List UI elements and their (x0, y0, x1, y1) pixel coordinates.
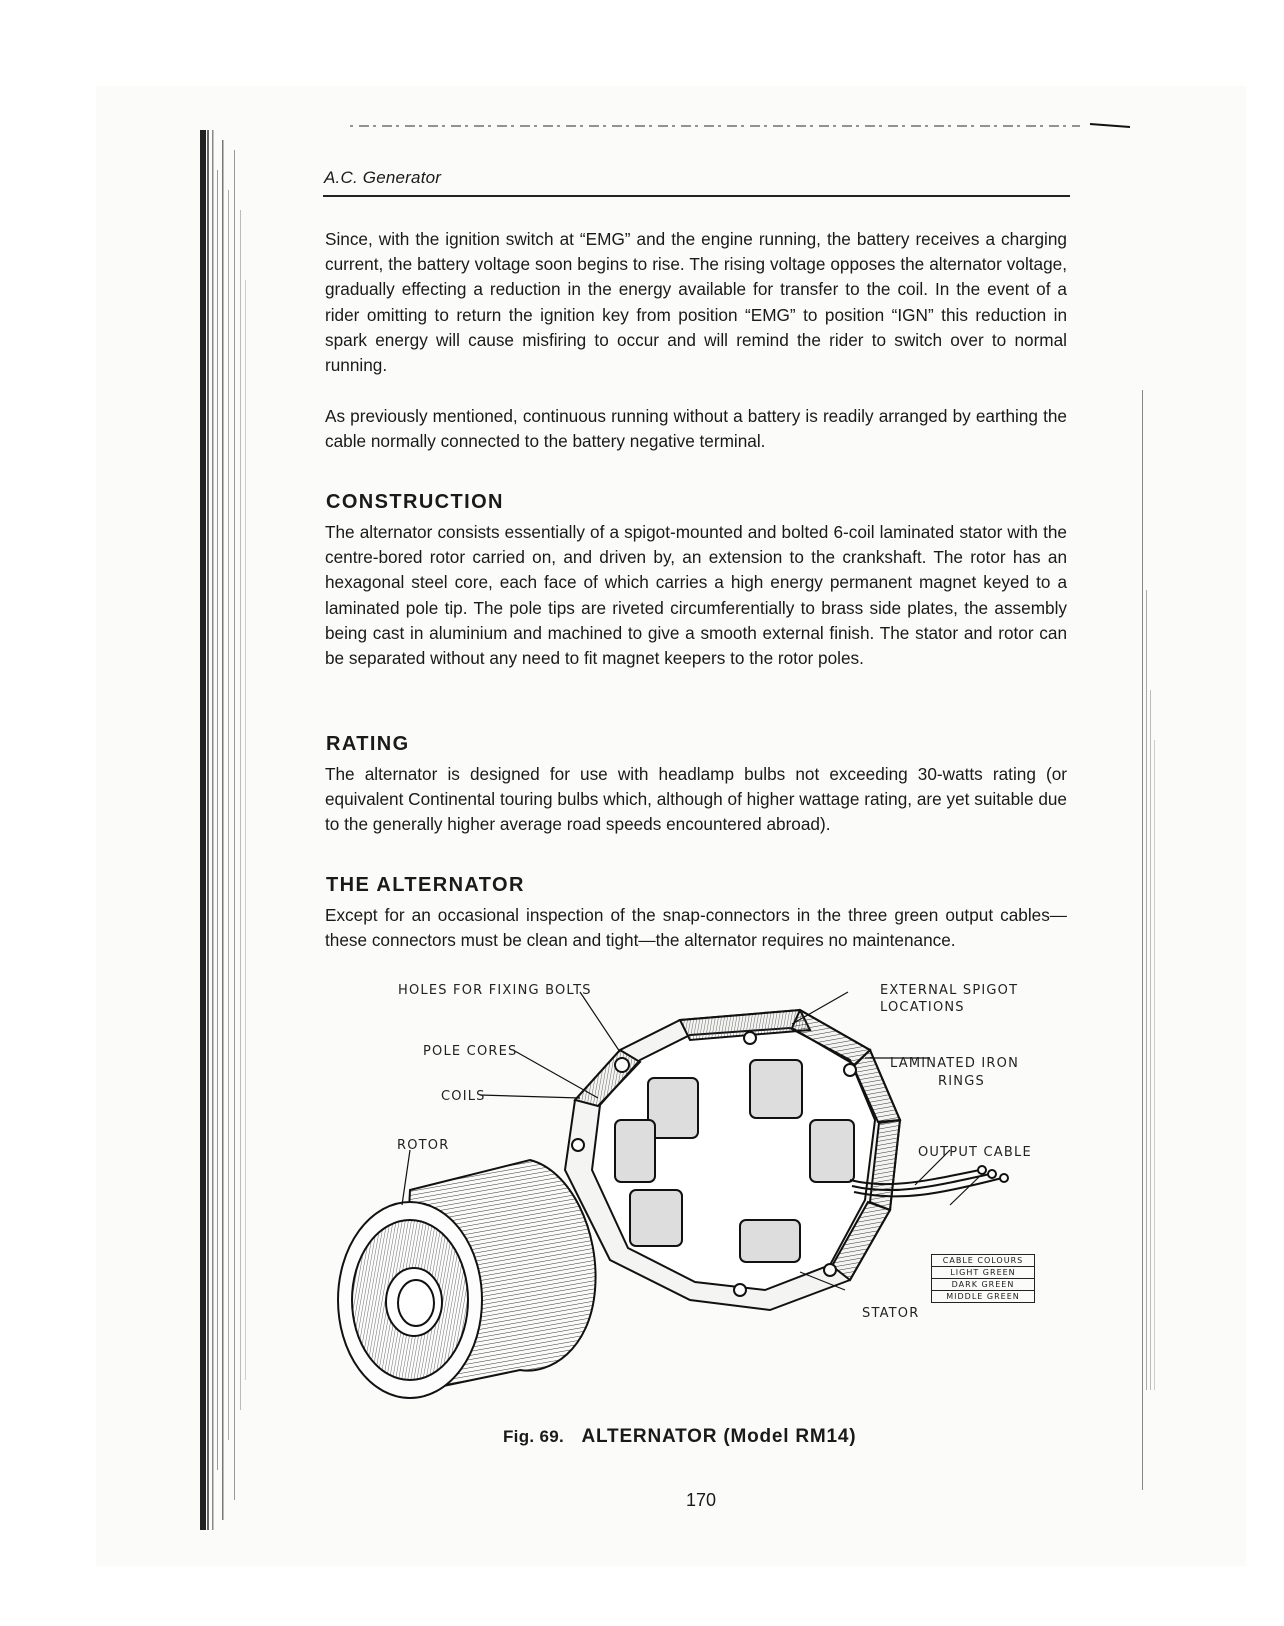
cable-table-title: CABLE COLOURS (932, 1255, 1035, 1267)
running-head: A.C. Generator (324, 168, 442, 187)
label-rotor: ROTOR (397, 1138, 450, 1153)
figure-title: ALTERNATOR (Model RM14) (581, 1426, 857, 1447)
cable-colours-table (931, 1254, 1035, 1303)
header-rule (323, 195, 1070, 197)
paragraph-emg: Since, with the ignition switch at “EMG” and the engine running, the battery receives a charging current, the battery voltage soon begins to rise. The rising voltage opposes the alternator voltage, gradually effecting a reduction in the energy available for transfer to the coil. In the event of a rider omitting to return the ignition key from position “EMG” to position “IGN” this reduction in spark energy will cause misfiring to occur and will remind the rider to switch over to normal running. (325, 229, 1067, 376)
heading-rating: RATING (326, 733, 410, 755)
label-fixing-bolt-holes: HOLES FOR FIXING BOLTS (398, 983, 592, 998)
rotor (338, 1160, 596, 1398)
label-output-cable: OUTPUT CABLE (918, 1145, 1032, 1160)
label-external-spigot-2: LOCATIONS (880, 1000, 965, 1015)
label-laminated-rings-1: LAMINATED IRON (890, 1056, 1020, 1071)
cable-colour-row: DARK GREEN (932, 1279, 1035, 1291)
scan-top-rule (350, 118, 1130, 132)
page-number: 170 (686, 1490, 717, 1510)
cable-colour-row: LIGHT GREEN (932, 1267, 1035, 1279)
binding-edge (200, 130, 250, 1530)
paragraph-battery: As previously mentioned, continuous running without a battery is readily arranged by earthing the cable normally connected to the battery negative terminal. (325, 406, 1067, 452)
label-external-spigot-1: EXTERNAL SPIGOT (880, 983, 1019, 998)
paragraph-rating: The alternator is designed for use with headlamp bulbs not exceeding 30-watts rating (or equivalent Continental touring bulbs which, although of higher wattage rating, are yet suitable due to the generally higher average road speeds encountered abroad). (325, 764, 1067, 835)
figure-caption (503, 1426, 856, 1448)
label-stator: STATOR (862, 1306, 920, 1321)
stator (565, 1010, 900, 1310)
figure-number: Fig. 69. (503, 1427, 564, 1446)
label-pole-cores: POLE CORES (423, 1044, 518, 1059)
right-page-edge (1140, 390, 1158, 1490)
label-laminated-rings-2: RINGS (938, 1074, 985, 1089)
label-coils: COILS (441, 1089, 486, 1104)
heading-construction: CONSTRUCTION (326, 491, 504, 513)
paragraph-alternator: Except for an occasional inspection of the snap-connectors in the three green output cables—these connectors must be clean and tight—the alternator requires no maintenance. (325, 905, 1067, 951)
paragraph-construction: The alternator consists essentially of a spigot-mounted and bolted 6-coil laminated stator with the centre-bored rotor carried on, and driven by, an extension to the crankshaft. The rotor has an hexagonal steel core, each face of which carries a high energy permanent magnet keyed to a laminated pole tip. The pole tips are riveted circumferentially to brass side plates, the assembly being cast in aluminium and machined to give a smooth external finish. The stator and rotor can be separated without any need to fit magnet keepers to the rotor poles. (325, 522, 1067, 669)
cable-colour-row: MIDDLE GREEN (932, 1291, 1035, 1303)
heading-the-alternator: THE ALTERNATOR (326, 874, 525, 896)
